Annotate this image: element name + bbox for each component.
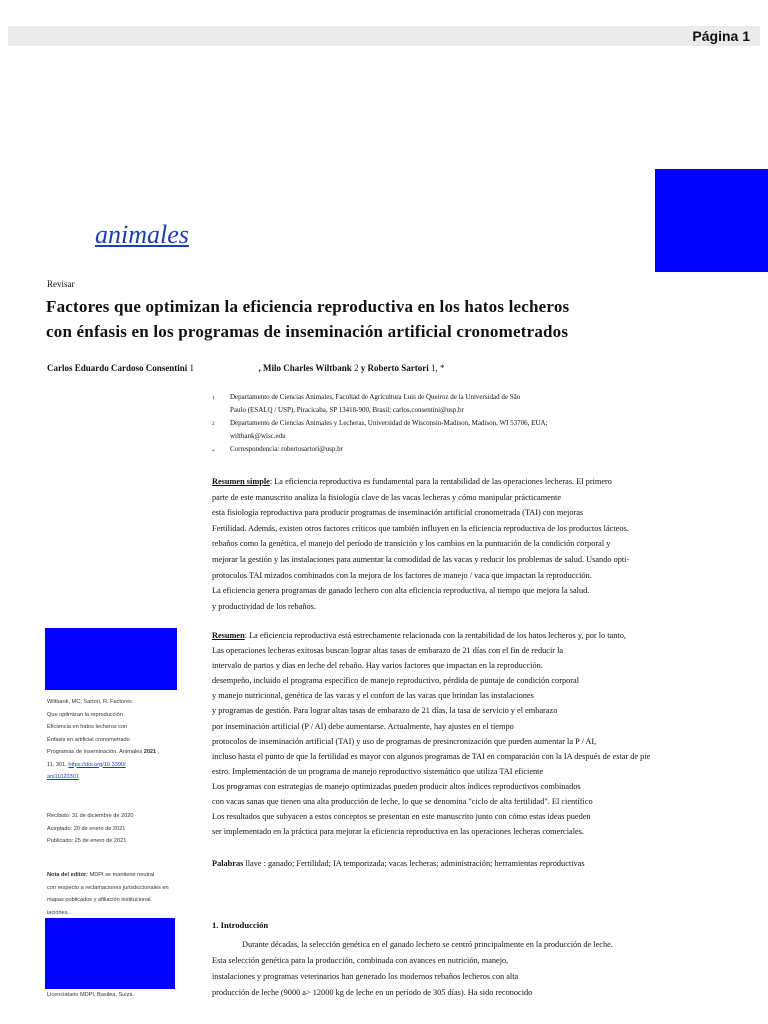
- affiliation-line: Departamento de Ciencias Animales, Facultad de Agricultura Luis de Queiroz de la Universidad de São: [230, 393, 521, 401]
- affiliation-marker: 1: [212, 396, 215, 401]
- citation-year: 2021: [143, 749, 157, 755]
- accepted-date: Aceptado: 20 de enero de 2021: [47, 825, 126, 832]
- abstract-line: intervalo de partos y días en leche del rebaño. Hay varios factores que impactan en la reproducción.: [212, 661, 543, 671]
- license-image: [45, 918, 175, 989]
- received-date: Recibido: 31 de diciembre de 2020: [47, 813, 134, 819]
- abstract-line: Los resultados que subyacen a estos conceptos se presentan en este manuscrito junto con cómo estas ideas pueden: [212, 812, 591, 822]
- journal-logo-image: [655, 169, 768, 272]
- published-date: Publicado: 25 de enero de 2021: [47, 838, 127, 844]
- summary-line: La eficiencia genera programas de ganado lechero con alta eficiencia reproductiva, al tiempo que mejora la salud.: [212, 586, 590, 596]
- journal-name[interactable]: animales: [95, 220, 189, 249]
- summary-line: Fertilidad. Además, existen otros factores críticos que también influyen en la eficiencia reproductiva de los productos lácteos.: [212, 523, 629, 533]
- summary-line: rebaños como la genética, el manejo del período de transición y los cambios en la puntuación de la condición corporal y: [212, 539, 611, 549]
- note-label: Nota del editor:: [47, 872, 89, 878]
- affiliation-marker: 2: [212, 422, 215, 427]
- citation-volume: 11, 301.: [47, 761, 67, 768]
- section-heading: 1. Introducción: [212, 920, 269, 930]
- affiliation-line: Departamento de Ciencias Animales y Lecheras, Universidad de Wisconsin-Madison, Madison, WI 53706, EUA;: [230, 419, 548, 427]
- abstract-line: estro. Implementación de un programa de manejo reproductivo sistemático que utiliza TAI eficiente: [212, 766, 544, 776]
- abstract: [212, 628, 650, 839]
- note-line: mapas publicados y afiliación institucional: [47, 897, 151, 903]
- intro-line: Durante décadas, la selección genética en el ganado lechero se centró principalmente en la producción de leche.: [242, 940, 613, 949]
- abstract-line: Los programas con estrategias de manejo optimizadas pueden producir altos índices reproductivos combinados: [212, 781, 581, 791]
- abstract-line: y manejo nutricional, genética de las vacas y el confort de las vacas que brindan las instalaciones: [212, 691, 534, 701]
- citation-line: Eficiencia en hatos lecheros con: [47, 724, 128, 730]
- summary-line: mejorar la gestión y las instalaciones para aumentar la comodidad de las vacas y reducir los problemas de salud. Usando opti-: [212, 554, 630, 564]
- note-line: con respecto a reclamaciones jurisdiccionales en: [47, 884, 169, 891]
- note-text: MDPI se mantiene neutral: [88, 872, 155, 878]
- intro-body: [212, 937, 613, 1001]
- keywords-text: llave : ganado; Fertilidad; IA temporizada; vacas lecheras; administración; herramientas reproductivas: [243, 859, 585, 868]
- summary-line: y productividad de los rebaños.: [212, 601, 316, 611]
- note-line: iaciones.: [47, 909, 70, 916]
- abstract-line: desempeño, incluido el programa específico de manejo reproductivo, pérdida de puntaje de condición corporal: [212, 676, 579, 686]
- abstract-label: Resumen: [212, 631, 245, 640]
- article-title: [46, 294, 726, 344]
- title-line: Factores que optimizan la eficiencia reproductiva en los hatos lecheros: [46, 297, 570, 316]
- author-list: [47, 363, 444, 373]
- summary-line: parte de este manuscrito analiza la fisiología clave de las vacas lecheras y cómo manipular prácticamente: [212, 492, 561, 502]
- intro-line: producción de leche (9000 a> 12000 kg de leche en un período de 305 días). Ha sido reconocido: [212, 988, 533, 997]
- abstract-line: : La eficiencia reproductiva está estrechamente relacionada con la rentabilidad de los hatos lecheros y, por lo tanto,: [244, 631, 626, 640]
- simple-summary: [212, 474, 629, 614]
- author-sup: 2: [353, 363, 359, 373]
- citation-line: Que optimizan la reproducción: [47, 711, 123, 718]
- affiliation-line: Correspondencia: robertosartori@usp.br: [230, 445, 343, 453]
- citation-block: Wiltbank, MC; Sartori, R. Factores Que optimizan la reproducción Eficiencia en hatos lecheros con Énfasis en artificial cronometrado Programas de inseminación. Animales 2021 , 11, 301. https://doi.org/10.3390/ ani11020301: [47, 696, 159, 784]
- keywords-label: Palabras: [212, 859, 244, 868]
- author-sup: 1: [189, 363, 195, 373]
- intro-line: instalaciones y programas veterinarios han generado los modernos rebaños lecheros con alta: [212, 972, 519, 981]
- abstract-line: incluso hasta el punto de que la fertilidad es mayor con algunos programas de TAI en comparación con la IA después de estar de pie: [212, 751, 651, 761]
- affiliations: [212, 391, 215, 405]
- citation-line: Programas de inseminación. Animales: [47, 749, 143, 755]
- affiliation-line: Paulo (ESALQ / USP), Piracicaba, SP 13418-900, Brasil; carlos.consentini@usp.br: [230, 406, 464, 414]
- author-name: y Roberto Sartori: [360, 363, 429, 373]
- citation-line: Wiltbank, MC; Sartori, R. Factores: [47, 699, 132, 705]
- simple-summary-label: Resumen simple: [212, 477, 270, 486]
- page-number: Página 1: [692, 28, 750, 44]
- summary-line: protocolos TAI mizados combinados con la mejora de los factores de manejo / vaca que impactan la reproducción.: [212, 570, 592, 580]
- affiliation-marker: *: [212, 450, 215, 455]
- summary-line: esta fisiología reproductiva para producir programas de inseminación artificial cronometrada (TAI) con mejoras: [212, 508, 584, 518]
- intro-line: Esta selección genética para la producción, combinada con avances en nutrición, manejo,: [212, 956, 509, 965]
- author-sup: 1, *: [430, 363, 445, 373]
- author-name: Carlos Eduardo Cardoso Consentini: [47, 363, 188, 373]
- doi-link[interactable]: ani11020301: [47, 774, 79, 780]
- citation-line: Énfasis en artificial cronometrado: [47, 736, 130, 743]
- keywords: [212, 859, 585, 868]
- abstract-line: ser implementado en la práctica para mejorar la eficiencia reproductiva en las operaciones lecheras comerciales.: [212, 827, 585, 837]
- licensee-text: Licenciatario MDPI, Basilea, Suiza.: [47, 992, 135, 998]
- abstract-line: Las operaciones lecheras exitosas buscan lograr altas tasas de embarazo de 21 días con el fin de reducir la: [212, 646, 564, 656]
- article-type: Revisar: [47, 279, 75, 289]
- affiliation-line: wiltbank@wisc.edu: [230, 432, 286, 440]
- title-line: con énfasis en los programas de inseminación artificial cronometrados: [46, 322, 569, 341]
- affiliation-text: [230, 391, 548, 456]
- summary-line: : La eficiencia reproductiva es fundamental para la rentabilidad de las operaciones lecheras. El primero: [269, 477, 612, 486]
- abstract-line: y programas de gestión. Para lograr altas tasas de embarazo de 21 días, la tasa de servicio y el embarazo: [212, 706, 558, 716]
- page-header-bar: [8, 26, 760, 46]
- abstract-line: por inseminación artificial (P / AI) debe aumentarse. Actualmente, hay ajustes en el tiempo: [212, 721, 514, 731]
- publication-dates: [47, 810, 133, 848]
- author-name: , Milo Charles Wiltbank: [258, 363, 352, 373]
- check-for-updates-image: [45, 628, 177, 690]
- abstract-line: protocolos de inseminación artificial (TAI) y uso de programas de presincronización que pueden aumentar la P / AI,: [212, 736, 597, 746]
- doi-link[interactable]: https://doi.org/10.3390/: [68, 761, 126, 768]
- abstract-line: con vacas sanas que tienen una alta producción de leche, lo que se denomina "ciclo de alta fertilidad". El científico: [212, 797, 593, 807]
- publisher-note: [47, 869, 169, 917]
